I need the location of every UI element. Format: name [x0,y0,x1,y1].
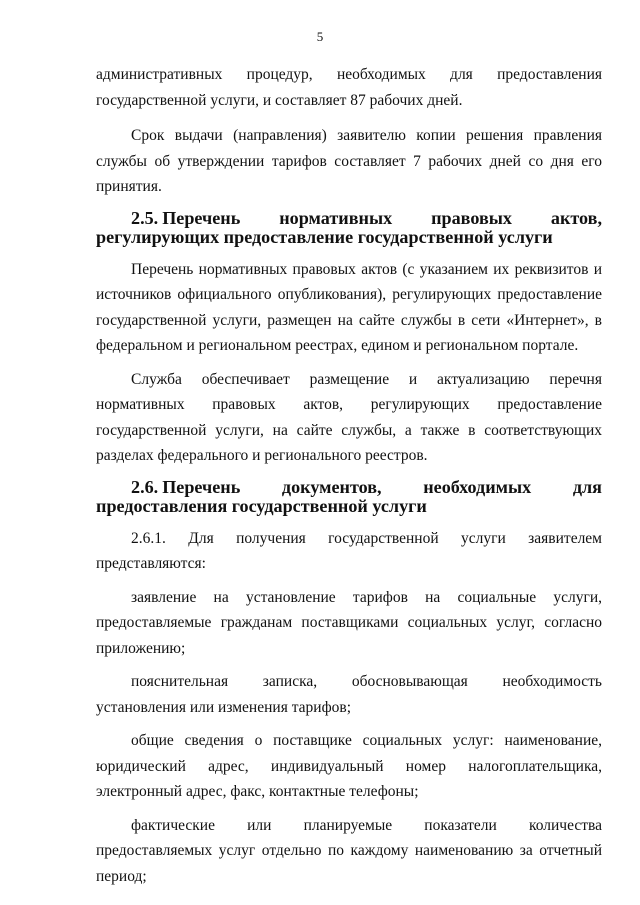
paragraph-continuation: административных процедур, необходимых для предоставления государственной услуги, и составляет 87 рабочих дней. [96,66,602,109]
document-body [96,62,602,889]
list-item-explanatory-note: пояснительная записка, обосновывающая необходимость установления или изменения тарифов; [96,673,602,716]
section-heading-2-5 [96,209,602,247]
section-heading-2-6 [96,478,602,516]
paragraph-2-6-1: 2.6.1. Для получения государственной услуги заявителем представляются: [96,529,602,572]
page-number: 5 [316,29,324,44]
section-number: 2.6. [131,476,159,497]
section-title: Перечень документов, необходимых для предоставления государственной услуги [96,476,602,516]
section-title: Перечень нормативных правовых актов, регулирующих предоставление государственной услуги [96,207,602,247]
list-item-application: заявление на установление тарифов на социальные услуги, предоставляемые гражданам поставщиками социальных услуг, согласно приложению; [96,588,602,657]
paragraph-service-updates: Служба обеспечивает размещение и актуализацию перечня нормативных правовых актов, регулирующих предоставление государственной услуги, на сайте службы, а также в соответствующих разделах федерального и регионального реестров. [96,370,602,464]
section-number: 2.5. [131,207,159,228]
list-item-provider-info: общие сведения о поставщике социальных услуг: наименование, юридический адрес, индивидуальный номер налогоплательщика, электронный адрес, факс, контактные телефоны; [96,732,602,800]
paragraph-issue-term: Срок выдачи (направления) заявителю копии решения правления службы об утверждении тарифов составляет 7 рабочих дней со дня его принятия. [96,127,602,195]
list-item-indicators: фактические или планируемые показатели количества предоставляемых услуг отдельно по каждому наименованию за отчетный период; [96,816,602,885]
paragraph-legal-acts-list: Перечень нормативных правовых актов (с указанием их реквизитов и источников официального опубликования), регулирующих предоставление государственной услуги, размещен на сайте службы в сети «Интернет», в федеральном и региональном реестрах, едином и региональном портале. [96,260,602,354]
